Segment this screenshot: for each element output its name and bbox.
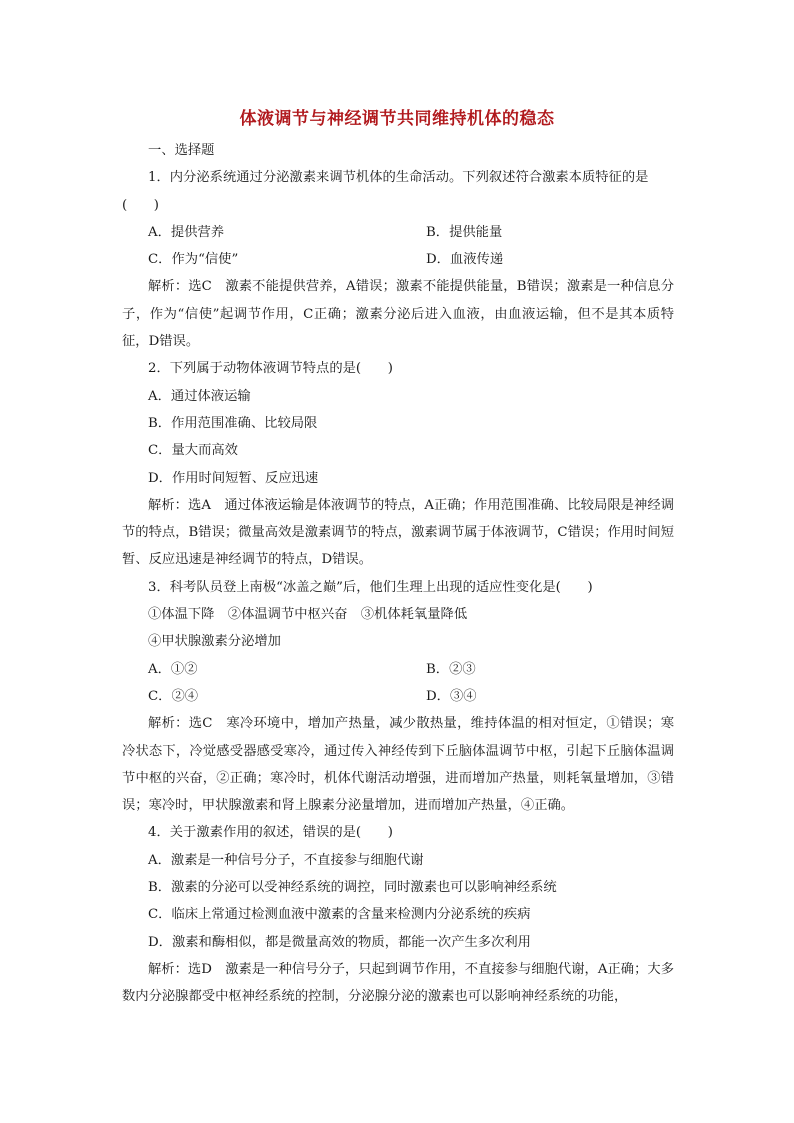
option-c: C．量大而高效 — [148, 443, 238, 459]
option-c: C．②④ — [148, 688, 199, 704]
option-a: A．激素是一种信号分子，不直接参与细胞代谢 — [148, 852, 424, 868]
question-3-items-1: ①体温下降 ②体温调节中枢兴奋 ③机体耗氧量降低 — [148, 607, 468, 623]
option-d: D．作用时间短暂、反应迅速 — [148, 470, 319, 486]
question-4-analysis: 解析：选D 激素是一种信号分子，只起到调节作用，不直接参与细胞代谢，A正确；大多数内分泌腺都受中枢神经系统的控制，分泌腺分泌的激素也可以影响神经系统的功能， — [122, 961, 674, 1005]
question-1-options-row-1 — [122, 219, 674, 246]
option-d: D．血液传递 — [426, 252, 504, 268]
option-b: B．②③ — [426, 661, 476, 677]
option-b: B．激素的分泌可以受神经系统的调控，同时激素也可以影响神经系统 — [148, 880, 557, 896]
document-title: 体液调节与神经调节共同维持机体的稳态 — [239, 109, 555, 129]
option-d: D．激素和酶相似，都是微量高效的物质，都能一次产生多次利用 — [148, 934, 531, 950]
question-3-analysis: 解析：选C 寒冷环境中，增加产热量，减少散热量，维持体温的相对恒定，①错误；寒冷状态下，冷觉感受器感受寒冷，通过传入神经传到下丘脑体温调节中枢，引起下丘脑体温调节中枢的兴奋，②正确；寒冷时，机体代谢活动增强，进而增加产热量，则耗氧量增加，③错误；寒冷时，甲状腺激素和肾上腺素分泌量增加，进而增加产热量，④正确。 — [122, 716, 674, 814]
option-c: C．作为“信使” — [148, 252, 239, 268]
question-3-options-row-1 — [122, 656, 674, 683]
document-body — [122, 137, 674, 1011]
question-2-analysis: 解析：选A 通过体液运输是体液调节的特点，A正确；作用范围准确、比较局限是神经调节的特点，B错误；微量高效是激素调节的特点，激素调节属于体液调节，C错误；作用时间短暂、反应迅速是神经调节的特点，D错误。 — [122, 497, 674, 568]
option-c: C．临床上常通过检测血液中激素的含量来检测内分泌系统的疾病 — [148, 907, 531, 923]
section-heading: 一、选择题 — [148, 143, 215, 158]
question-3-options-row-2 — [122, 683, 674, 710]
question-1-analysis: 解析：选C 激素不能提供营养，A错误；激素不能提供能量，B错误；激素是一种信息分子，作为“信使”起调节作用，C正确；激素分泌后进入血液，由血液运输，但不是其本质特征，D错误。 — [122, 279, 674, 350]
question-2-stem: 2．下列属于动物体液调节特点的是( ) — [148, 361, 393, 377]
question-3-stem: 3．科考队员登上南极“冰盖之巅”后，他们生理上出现的适应性变化是( ) — [148, 579, 593, 595]
question-1-options-row-2 — [122, 246, 674, 273]
question-4-stem: 4．关于激素作用的叙述，错误的是( ) — [148, 825, 393, 841]
option-d: D．③④ — [426, 688, 477, 704]
option-a: A．提供营养 — [148, 224, 225, 240]
option-a: A．通过体液运输 — [148, 388, 251, 404]
question-1-stem: 1．内分泌系统通过分泌激素来调节机体的生命活动。下列叙述符合激素本质特征的是 — [148, 170, 649, 186]
question-3-items-2: ④甲状腺激素分泌增加 — [148, 634, 281, 650]
option-b: B．提供能量 — [426, 224, 503, 240]
option-b: B．作用范围准确、比较局限 — [148, 415, 318, 431]
option-a: A．①② — [148, 661, 198, 677]
question-1-paren: ( ) — [122, 197, 159, 213]
